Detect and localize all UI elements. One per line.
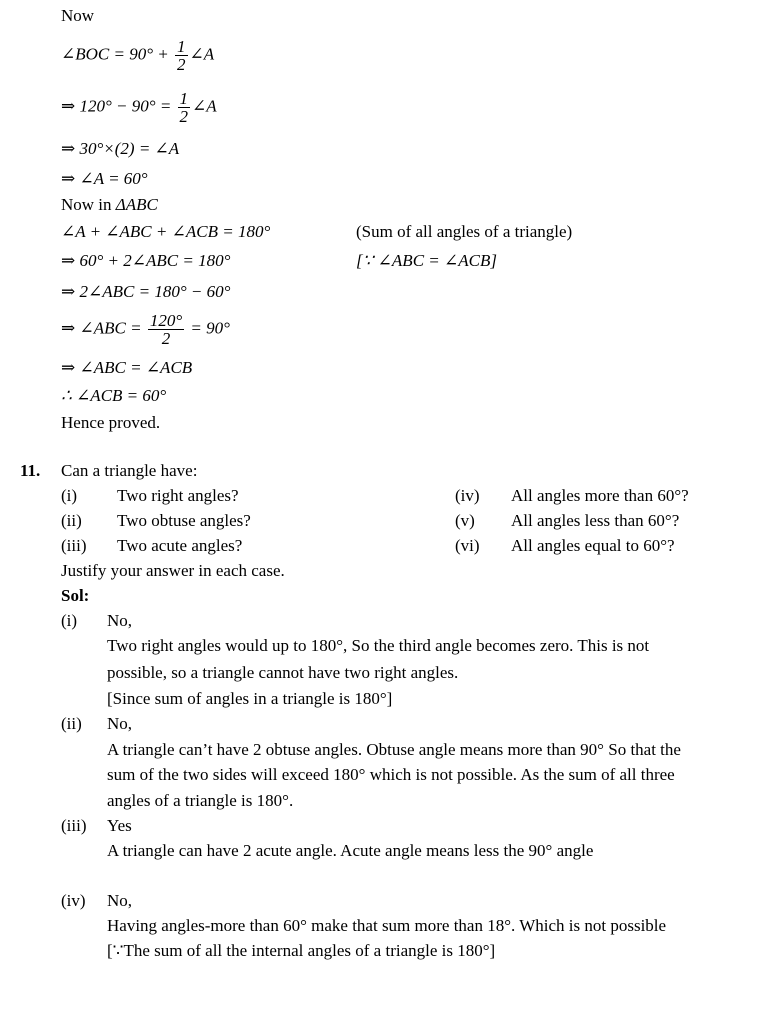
part-num: (i) — [61, 611, 78, 630]
question-stem: Can a triangle have: — [61, 461, 198, 480]
eq2-rhs: ∠A — [192, 96, 217, 116]
solution-label: Sol: — [61, 586, 90, 605]
fraction-half — [175, 38, 188, 73]
part-answer: No, — [107, 611, 133, 630]
option-text: All angles more than 60°? — [511, 486, 689, 505]
frac2-num: 1 — [179, 89, 189, 108]
part-num: (ii) — [61, 714, 82, 733]
equation-line-8: ⇒ 2∠ABC = 180° − 60° — [61, 282, 231, 301]
part-line: angles of a triangle is 180°. — [107, 791, 294, 810]
part-line: possible, so a triangle cannot have two right angles. — [107, 663, 459, 682]
part-num: (iii) — [61, 816, 87, 835]
text-now: Now — [61, 6, 95, 25]
equation-boc — [61, 38, 214, 73]
eq-boc-rhs: ∠A — [189, 44, 215, 64]
option-text: Two obtuse angles? — [117, 511, 251, 530]
part-line: sum of the two sides will exceed 180° which is not possible. As the sum of all three — [107, 765, 675, 784]
eq2-lhs: ⇒ 120° − 90° = — [61, 96, 176, 116]
equation-line-9 — [61, 312, 230, 347]
option-text: All angles equal to 60°? — [511, 536, 675, 555]
eq9-lhs: ⇒ ∠ABC = — [61, 318, 146, 338]
option-num: (iii) — [61, 536, 87, 555]
now-in-triangle — [61, 195, 158, 215]
equation-line-11: ∴ ∠ACB = 60° — [61, 386, 167, 405]
equation-line-6: ∠A + ∠ABC + ∠ACB = 180° — [61, 222, 271, 241]
part-line: Two right angles would up to 180°, So the third angle becomes zero. This is not — [107, 636, 650, 655]
option-num: (i) — [61, 486, 78, 505]
part-answer: Yes — [107, 816, 132, 835]
note-sum-angles: (Sum of all angles of a triangle) — [356, 222, 573, 241]
option-num: (ii) — [61, 511, 82, 530]
option-num: (v) — [455, 511, 475, 530]
now-in-text: Now in — [61, 195, 116, 214]
part-line: [∵The sum of all the internal angles of a triangle is 180°] — [107, 941, 496, 960]
equation-line-4: ⇒ ∠A = 60° — [61, 169, 148, 188]
fraction-half-2 — [178, 90, 191, 125]
triangle-name: ΔABC — [115, 195, 158, 214]
option-num: (iv) — [455, 486, 480, 505]
note-equal-angles: [∵ ∠ABC = ∠ACB] — [356, 251, 497, 270]
part-answer: No, — [107, 714, 133, 733]
option-text: Two acute angles? — [117, 536, 243, 555]
hence-proved: Hence proved. — [61, 413, 161, 432]
fraction-120-2 — [148, 312, 184, 347]
question-number: 11. — [20, 461, 41, 480]
eq-boc-lhs: ∠BOC = 90° + — [61, 44, 173, 64]
justify-instruction: Justify your answer in each case. — [61, 561, 285, 580]
equation-line-7: ⇒ 60° + 2∠ABC = 180° — [61, 251, 231, 270]
equation-line-10: ⇒ ∠ABC = ∠ACB — [61, 358, 193, 377]
option-text: All angles less than 60°? — [511, 511, 680, 530]
option-text: Two right angles? — [117, 486, 239, 505]
frac9-den: 2 — [161, 329, 171, 348]
eq9-rhs: = 90° — [186, 318, 230, 338]
equation-line-2 — [61, 90, 217, 125]
frac-num: 1 — [177, 37, 186, 56]
frac-den: 2 — [177, 55, 186, 74]
part-line: [Since sum of angles in a triangle is 180°] — [107, 689, 393, 708]
equation-line-3: ⇒ 30°×(2) = ∠A — [61, 139, 180, 158]
part-answer: No, — [107, 891, 133, 910]
part-line: Having angles-more than 60° make that sum more than 18°. Which is not possible — [107, 916, 667, 935]
frac2-den: 2 — [179, 107, 189, 126]
part-line: A triangle can’t have 2 obtuse angles. Obtuse angle means more than 90° So that the — [107, 740, 681, 759]
option-num: (vi) — [455, 536, 480, 555]
part-line: A triangle can have 2 acute angle. Acute angle means less the 90° angle — [107, 841, 594, 860]
part-num: (iv) — [61, 891, 86, 910]
frac9-num: 120° — [149, 311, 183, 330]
